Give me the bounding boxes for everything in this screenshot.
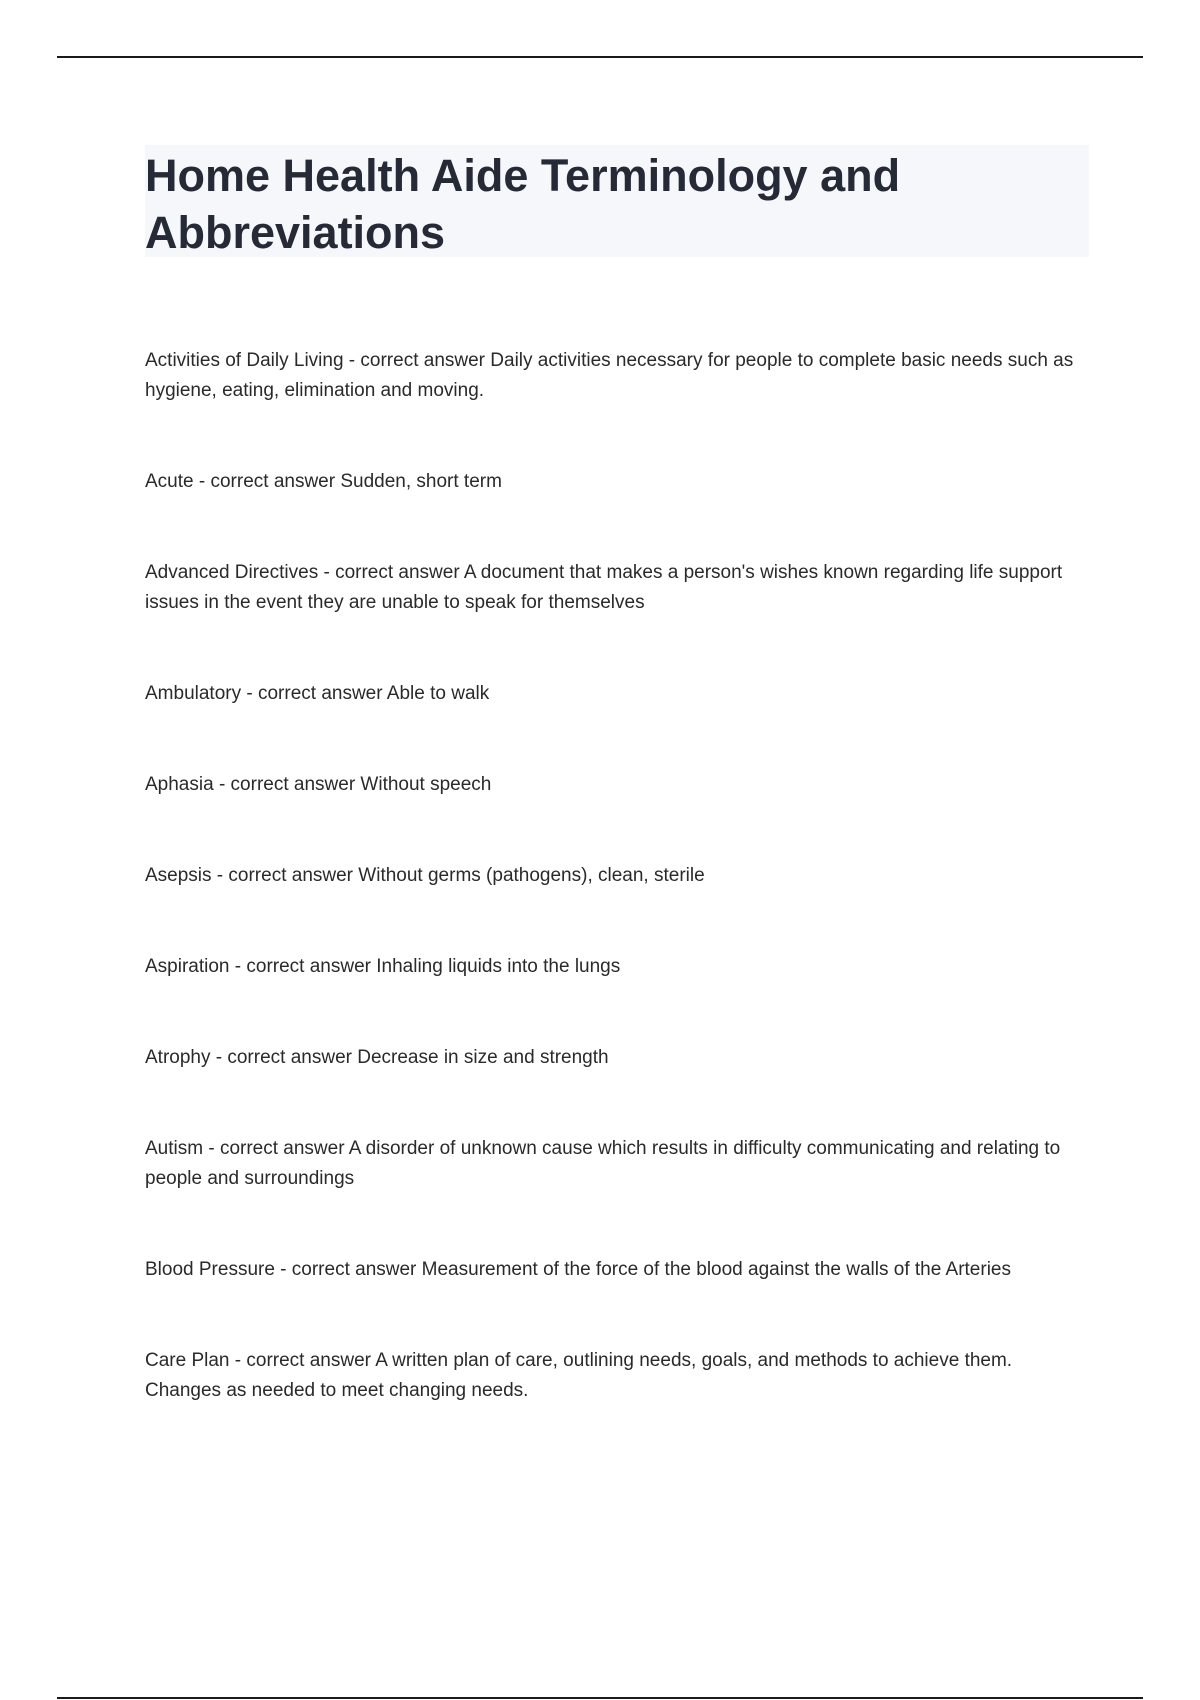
term-entry: Blood Pressure - correct answer Measurement of the force of the blood against the walls of the Arteries (145, 1259, 1011, 1280)
bottom-divider (57, 1697, 1143, 1699)
term-entry: Advanced Directives - correct answer A document that makes a person's wishes known regarding life support issues in the event they are unable to speak for themselves (145, 562, 1063, 613)
top-divider (57, 56, 1143, 58)
page-title: Home Health Aide Terminology and Abbreviations (145, 150, 901, 258)
term-entry: Ambulatory - correct answer Able to walk (145, 683, 490, 704)
term-entry: Autism - correct answer A disorder of unknown cause which results in difficulty communicating and relating to people and surroundings (145, 1138, 1061, 1189)
terminology-list (145, 346, 1090, 1467)
term-entry: Aphasia - correct answer Without speech (145, 774, 492, 795)
term-entry: Care Plan - correct answer A written plan of care, outlining needs, goals, and methods to achieve them. Changes as needed to meet changing needs. (145, 1350, 1013, 1401)
term-entry: Atrophy - correct answer Decrease in size and strength (145, 1047, 609, 1068)
term-entry: Acute - correct answer Sudden, short term (145, 471, 502, 492)
term-entry: Activities of Daily Living - correct answer Daily activities necessary for people to complete basic needs such as hygiene, eating, elimination and moving. (145, 350, 1074, 401)
term-entry: Aspiration - correct answer Inhaling liquids into the lungs (145, 956, 621, 977)
term-entry: Asepsis - correct answer Without germs (pathogens), clean, sterile (145, 865, 705, 886)
